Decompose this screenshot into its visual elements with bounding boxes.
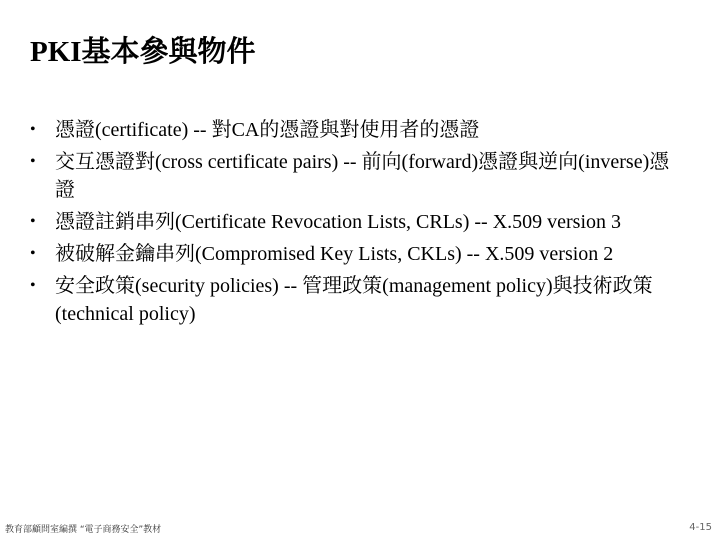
- bullet-dot-icon: •: [30, 121, 36, 138]
- bullet-item-ckl: [30, 240, 680, 268]
- bullet-dot-icon: •: [30, 213, 36, 230]
- bullet-text: 安全政策(security policies) -- 管理政策(management policy)與技術政策(technical policy): [55, 275, 653, 325]
- bullet-text: 憑證註銷串列(Certificate Revocation Lists, CRLs) -- X.509 version 3: [55, 211, 622, 233]
- bullet-dot-icon: •: [30, 153, 36, 170]
- page-number: 4-15: [689, 522, 712, 533]
- bullet-text: 憑證(certificate) -- 對CA的憑證與對使用者的憑證: [55, 119, 480, 141]
- bullet-text: 交互憑證對(cross certificate pairs) -- 前向(forward)憑證與逆向(inverse)憑證: [55, 151, 670, 201]
- footer-source: 教育部顧問室編撰 “電子商務安全”教材: [5, 525, 162, 535]
- bullet-dot-icon: •: [30, 245, 36, 262]
- bullet-item-certificate: [30, 116, 680, 144]
- bullet-list: [30, 116, 680, 332]
- bullet-item-cross-certificate-pairs: [30, 148, 680, 204]
- slide-title: PKI基本參與物件: [30, 36, 256, 68]
- bullet-dot-icon: •: [30, 277, 36, 294]
- bullet-text: 被破解金鑰串列(Compromised Key Lists, CKLs) -- X.509 version 2: [55, 243, 614, 265]
- bullet-item-crl: [30, 208, 680, 236]
- bullet-item-security-policies: [30, 272, 680, 328]
